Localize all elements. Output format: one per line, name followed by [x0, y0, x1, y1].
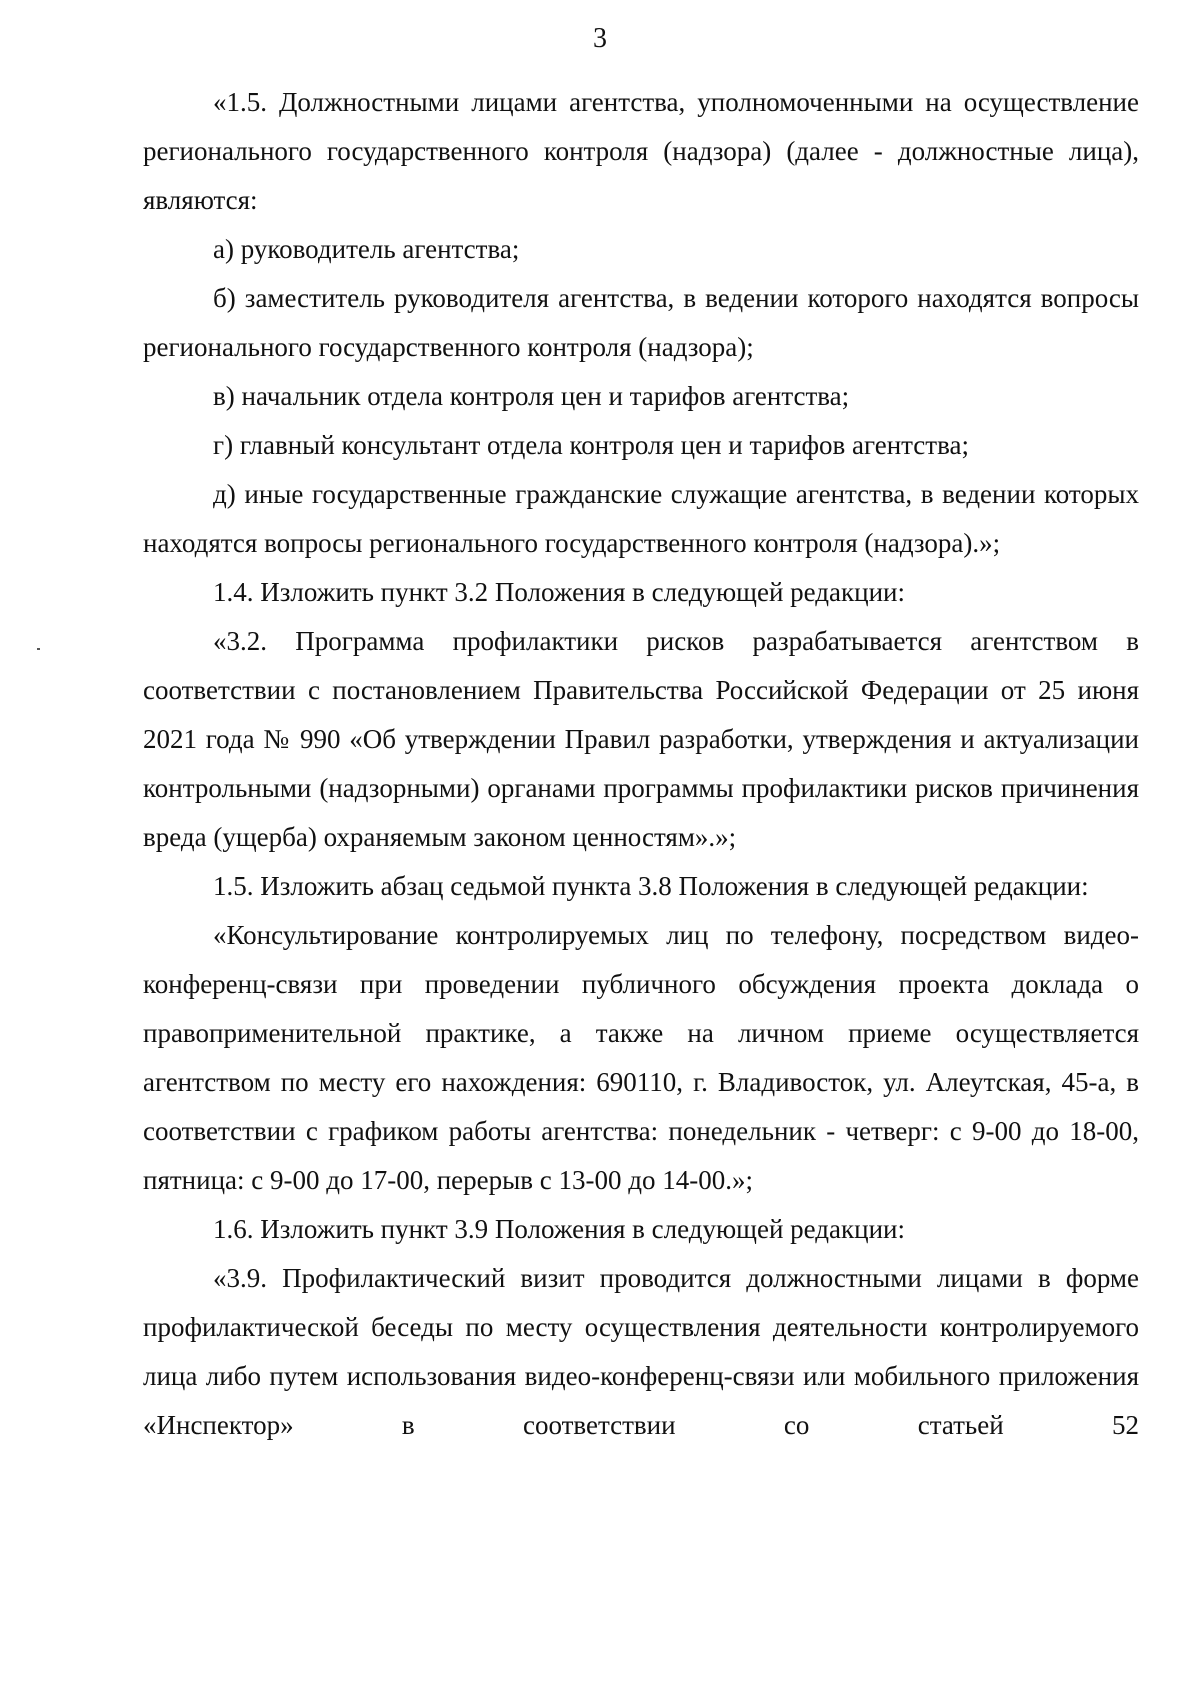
paragraph-amendment-1-5: 1.5. Изложить абзац седьмой пункта 3.8 Положения в следующей редакции: [213, 871, 1089, 901]
list-item-g: г) главный консультант отдела контроля цен и тарифов агентства; [213, 430, 969, 460]
list-item-a: а) руководитель агентства; [213, 234, 520, 264]
paragraph-clause-3-9: «3.9. Профилактический визит проводится должностными лицами в форме профилактической беседы по месту осуществления деятельности контролируемого лица либо путем использования видео-конференц-связи или мобильного приложения «Инспектор» в соответствии со статьей 52 [143, 1263, 1139, 1440]
list-item-b: б) заместитель руководителя агентства, в ведении которого находятся вопросы регионального государственного контроля (надзора); [143, 283, 1139, 362]
paragraph-consultation: «Консультирование контролируемых лиц по телефону, посредством видео-конференц-связи при проведении публичного обсуждения проекта доклада о правоприменительной практике, а также на личном приеме осуществляется агентством по месту его нахождения: 690110, г. Владивосток, ул. Алеутская, 45-а, в соответствии с графиком работы агентства: понедельник - четверг: с 9-00 до 18-00, пятница: с 9-00 до 17-00, перерыв с 13-00 до 14-00.»; [143, 920, 1139, 1195]
document-body [143, 78, 1139, 1450]
list-item-d: д) иные государственные гражданские служащие агентства, в ведении которых находятся вопросы регионального государственного контроля (надзора).»; [143, 479, 1139, 558]
paragraph-amendment-1-6: 1.6. Изложить пункт 3.9 Положения в следующей редакции: [213, 1214, 905, 1244]
page-number: 3 [593, 23, 607, 54]
paragraph-amendment-1-4: 1.4. Изложить пункт 3.2 Положения в следующей редакции: [213, 577, 905, 607]
paragraph-clause-3-2: «3.2. Программа профилактики рисков разрабатывается агентством в соответствии с постановлением Правительства Российской Федерации от 25 июня 2021 года № 990 «Об утверждении Правил разработки, утверждения и актуализации контрольными (надзорными) органами программы профилактики рисков причинения вреда (ущерба) охраняемым законом ценностям».»; [143, 626, 1139, 852]
paragraph-officials-definition: «1.5. Должностными лицами агентства, уполномоченными на осуществление регионального государственного контроля (надзора) (далее - должностные лица), являются: [143, 87, 1139, 215]
list-item-v: в) начальник отдела контроля цен и тарифов агентства; [213, 381, 850, 411]
margin-mark [37, 648, 40, 650]
